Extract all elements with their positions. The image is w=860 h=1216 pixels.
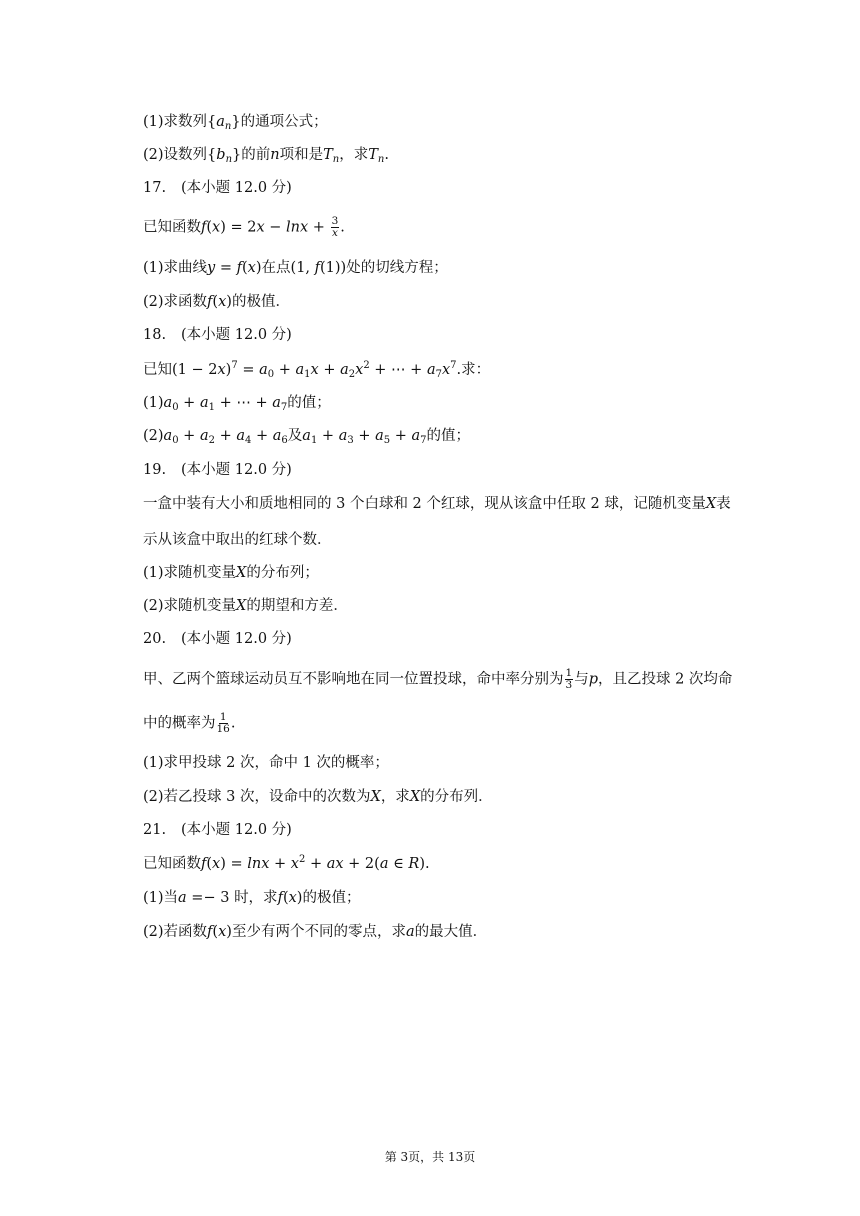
page-footer: 第 3页，共 13页 (384, 1150, 476, 1164)
question-number: 21. (143, 822, 167, 838)
q19-stem-line1: 一盒中装有大小和质地相同的 3 个白球和 2 个红球，现从该盒中任取 2 球，记随机变量X表 (143, 496, 731, 512)
q18-stem: 已知$(1 - 2x)^7 = a_0 + a_1x + a_2x^2$ + ⋯ + $a_7x^7$.求： (143, 360, 491, 380)
q18-part1: $(1)a_0 + a_1$ + ⋯ + $a_7$的值； (143, 395, 331, 413)
q17-part2: (2)求函数f(x)的极值． (143, 294, 290, 310)
question-number: 19. (143, 462, 167, 478)
q17-stem: 已知函数f(x) = 2x − lnx + $\frac{3}{x}$ . (143, 215, 345, 239)
q21-part2: (2)若函数f(x)至少有两个不同的零点，求a的最大值． (143, 924, 488, 940)
q17-header (143, 178, 292, 198)
question-number: 17. (143, 180, 167, 196)
q19-part2: (2)求随机变量X的期望和方差． (143, 598, 348, 614)
question-points: (本小题 12.0 分) (181, 631, 292, 647)
q18-part2: $(2)a_0 + a_2 + a_4 + a_6$及$a_1 + a_3 + a_5 + a_7$的值； (143, 428, 471, 446)
question-points: (本小题 12.0 分) (181, 180, 292, 196)
question-points: (本小题 12.0 分) (181, 462, 292, 478)
q16-part2: (2)设数列$\{b_n\}$的前n项和是$T_n$，求$T_n$. (143, 147, 389, 165)
question-points: (本小题 12.0 分) (181, 327, 292, 343)
question-number: 18. (143, 327, 167, 343)
q17-part1: (1)求曲线y = f(x)在点(1, f(1))处的切线方程； (143, 260, 448, 276)
question-points: (本小题 12.0 分) (181, 822, 292, 838)
q20-part1: (1)求甲投球 2 次，命中 1 次的概率； (143, 755, 389, 771)
q20-stem-line1: 甲、乙两个篮球运动员互不影响地在同一位置投球，命中率分别为 $\frac{1}{3}$ 与p，且乙投球 2 次均命 (143, 667, 733, 691)
q19-stem-line2: 示从该盒中取出的红球个数． (143, 532, 332, 548)
q21-stem: 已知函数$f(x) = \ln x + x^2$ + ax + 2(a ∈ R). (143, 854, 430, 872)
q16-part1: (1)求数列$\{a_n\}$的通项公式； (143, 114, 328, 132)
q20-stem-line2: 中的概率为 $\frac{1}{16}$ . (143, 711, 236, 735)
q19-part1: (1)求随机变量X的分布列； (143, 565, 319, 581)
question-number: 20. (143, 631, 167, 647)
q21-part1: (1)当a =− 3 时，求f(x)的极值； (143, 890, 361, 906)
q18-header (143, 325, 292, 345)
q20-header (143, 629, 292, 649)
q20-part2: (2)若乙投球 3 次，设命中的次数为X，求X的分布列． (143, 789, 493, 805)
q19-header (143, 460, 292, 480)
q21-header (143, 820, 292, 840)
